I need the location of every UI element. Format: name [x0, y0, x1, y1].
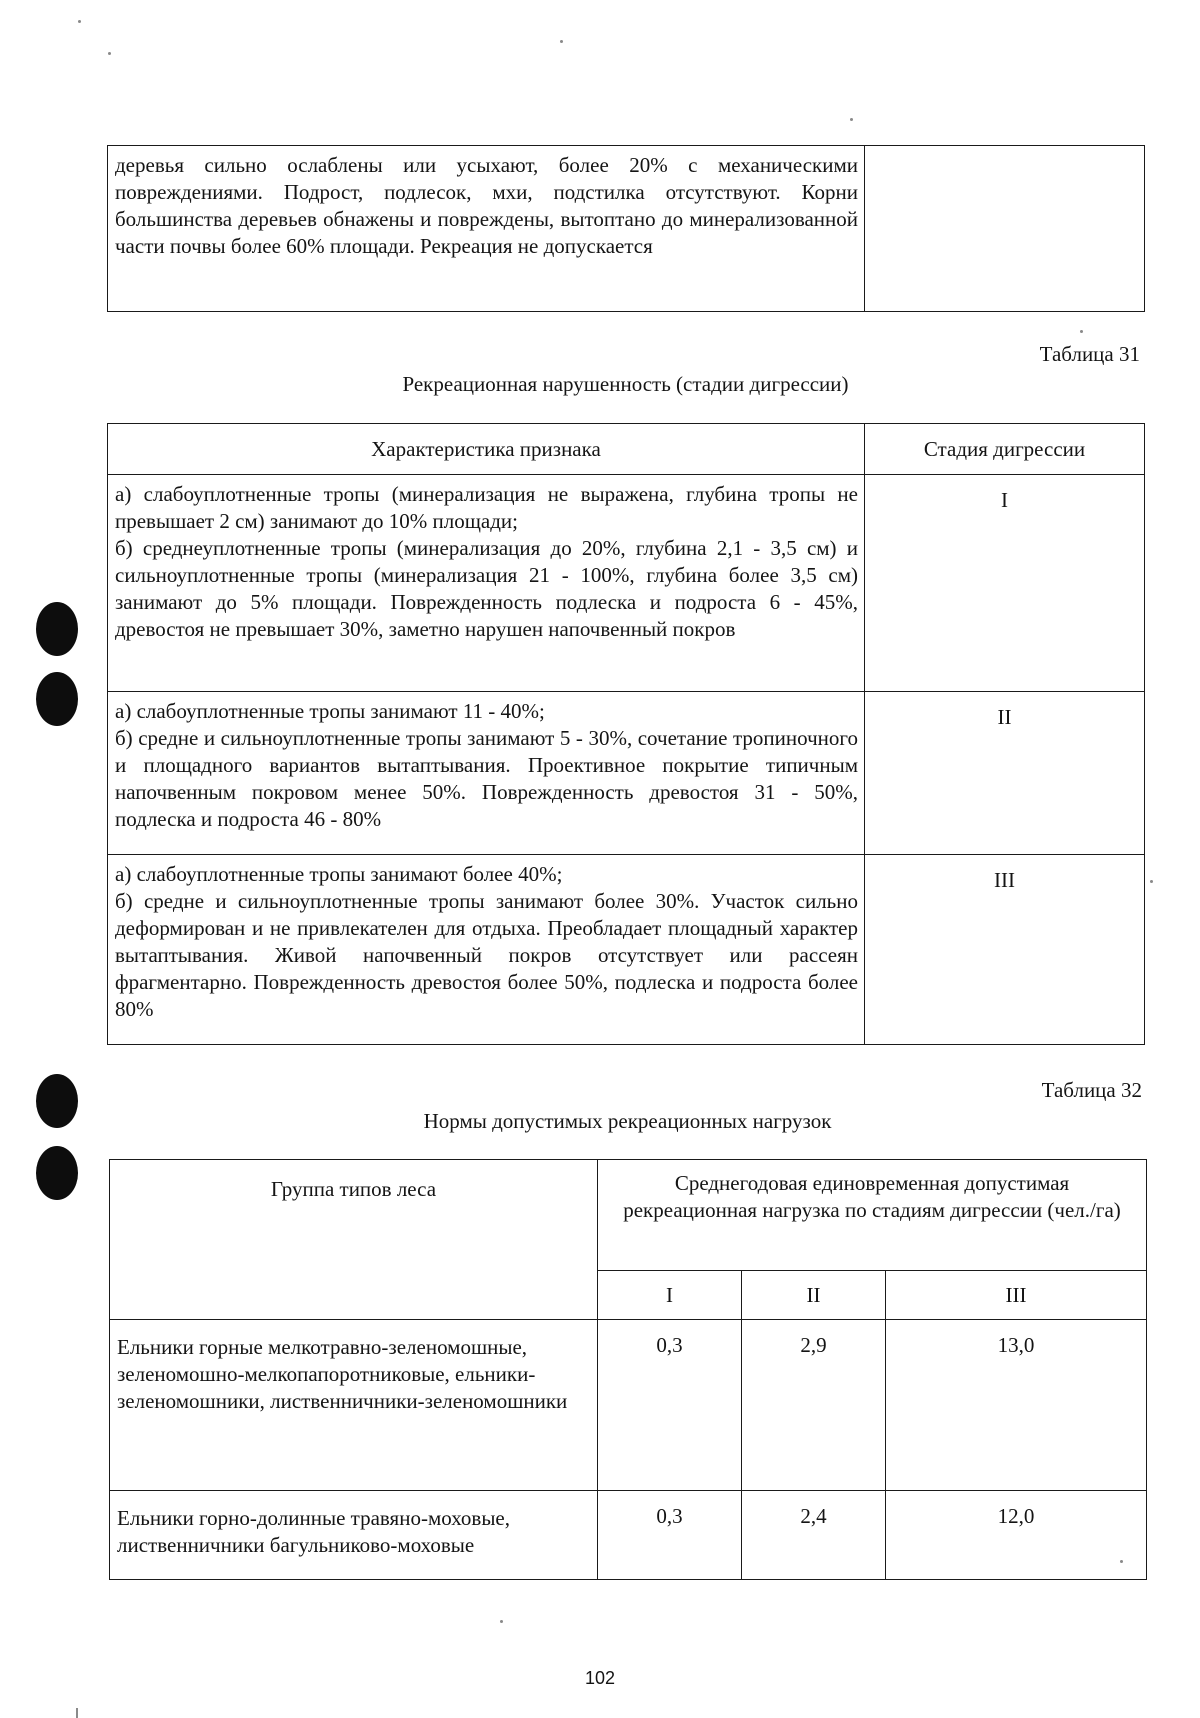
table31-row3-text — [108, 855, 865, 1045]
table32-row1-group — [110, 1320, 598, 1491]
continued-table — [107, 145, 1145, 312]
table31-title: Рекреационная нарушенность (стадии дигрессии) — [402, 372, 849, 396]
table32-row1-value-3: 13,0 — [886, 1320, 1147, 1491]
binder-hole-1 — [36, 602, 78, 656]
continued-text: деревья сильно ослаблены или усыхают, более 20% с механическими повреждениями. Подрост, подлесок, мхи, подстилка отсутствуют. Корни большинства деревьев обнажены и повреждены, вытоптано до минерализованной части почвы более 60% площади. Рекреация не допускается — [115, 153, 858, 258]
scan-speck — [78, 20, 81, 23]
table32-header-group: Группа типов леса — [110, 1160, 598, 1320]
table32-header-stage-2: II — [742, 1271, 886, 1320]
table-row — [110, 1320, 1147, 1491]
table32-row1-value-1: 0,3 — [598, 1320, 742, 1491]
table-row — [110, 1491, 1147, 1580]
scan-speck — [1150, 880, 1153, 883]
table31-header-characteristic: Характеристика признака — [108, 424, 865, 475]
binder-hole-4 — [36, 1146, 78, 1200]
scan-speck — [560, 40, 563, 43]
table31-row2-text — [108, 692, 865, 855]
table-row — [108, 855, 1145, 1045]
row2-line-b: б) средне и сильноуплотненные тропы занимают 5 - 30%, сочетание тропиночного и площадного вариантов вытаптывания. Проективное покрытие типичным напочвенным покровом менее 50%. Поврежденность древостоя 31 - 50%, подлеска и подроста 46 - 80% — [115, 726, 858, 831]
table-row — [108, 146, 1145, 312]
table32-row2-value-3: 12,0 — [886, 1491, 1147, 1580]
table-row — [108, 692, 1145, 855]
scan-speck — [850, 118, 853, 121]
row1-group-text: Ельники горные мелкотравно-зеленомошные, зеленомошно-мелкопапоротниковые, ельники-зеленомошники, лиственничники-зеленомошники — [117, 1335, 568, 1413]
table32-row2-value-2: 2,4 — [742, 1491, 886, 1580]
scan-speck — [500, 1620, 503, 1623]
table31-row1-stage: I — [865, 475, 1145, 692]
binder-hole-2 — [36, 672, 78, 726]
row2-line-a: а) слабоуплотненные тропы занимают 11 - 40%; — [115, 699, 545, 723]
table32-header-row-1 — [110, 1160, 1147, 1271]
continued-text-cell — [108, 146, 865, 312]
row2-group-text: Ельники горно-долинные травяно-моховые, лиственничники багульниково-моховые — [117, 1506, 511, 1557]
table31 — [107, 423, 1145, 1045]
scan-speck — [76, 1708, 78, 1718]
row3-line-b: б) средне и сильноуплотненные тропы занимают более 30%. Участок сильно деформирован и не привлекателен для отдыха. Преобладает площадный характер вытаптывания. Живой напочвенный покров отсутствует или рассеян фрагментарно. Поврежденность древостоя более 50%, подлеска и подроста более 80% — [115, 889, 858, 1021]
table31-header-stage: Стадия дигрессии — [865, 424, 1145, 475]
table32-row2-value-1: 0,3 — [598, 1491, 742, 1580]
scan-speck — [108, 52, 111, 55]
table32-header-stage-1: I — [598, 1271, 742, 1320]
row1-line-a: а) слабоуплотненные тропы (минерализация не выражена, глубина тропы не превышает 2 см) занимают до 10% площади; — [115, 482, 858, 533]
page-number: 102 — [584, 1668, 616, 1688]
table32-title: Нормы допустимых рекреационных нагрузок — [423, 1109, 832, 1133]
table31-row3-stage: III — [865, 855, 1145, 1045]
table31-label: Таблица 31 — [1039, 342, 1140, 366]
table32 — [109, 1159, 1147, 1580]
table31-row1-text — [108, 475, 865, 692]
table32-header-load: Среднегодовая единовременная допустимая рекреационная нагрузка по стадиям дигрессии (чел./га) — [598, 1160, 1147, 1271]
table31-row2-stage: II — [865, 692, 1145, 855]
table32-row2-group — [110, 1491, 598, 1580]
scan-speck — [1080, 330, 1083, 333]
row3-line-a: а) слабоуплотненные тропы занимают более 40%; — [115, 862, 563, 886]
binder-hole-3 — [36, 1074, 78, 1128]
table-row — [108, 475, 1145, 692]
row1-line-b: б) среднеуплотненные тропы (минерализация до 20%, глубина 2,1 - 3,5 см) и сильноуплотненные тропы (минерализация 21 - 100%, глубина более 3,5 см) занимают до 5% площади. Поврежденность подлеска и подроста 6 - 45%, древостоя не превышает 30%, заметно нарушен напочвенный покров — [115, 536, 858, 641]
table31-header-row — [108, 424, 1145, 475]
continued-stage-cell — [865, 146, 1145, 312]
table32-label: Таблица 32 — [1041, 1078, 1142, 1102]
table32-row1-value-2: 2,9 — [742, 1320, 886, 1491]
table32-header-stage-3: III — [886, 1271, 1147, 1320]
